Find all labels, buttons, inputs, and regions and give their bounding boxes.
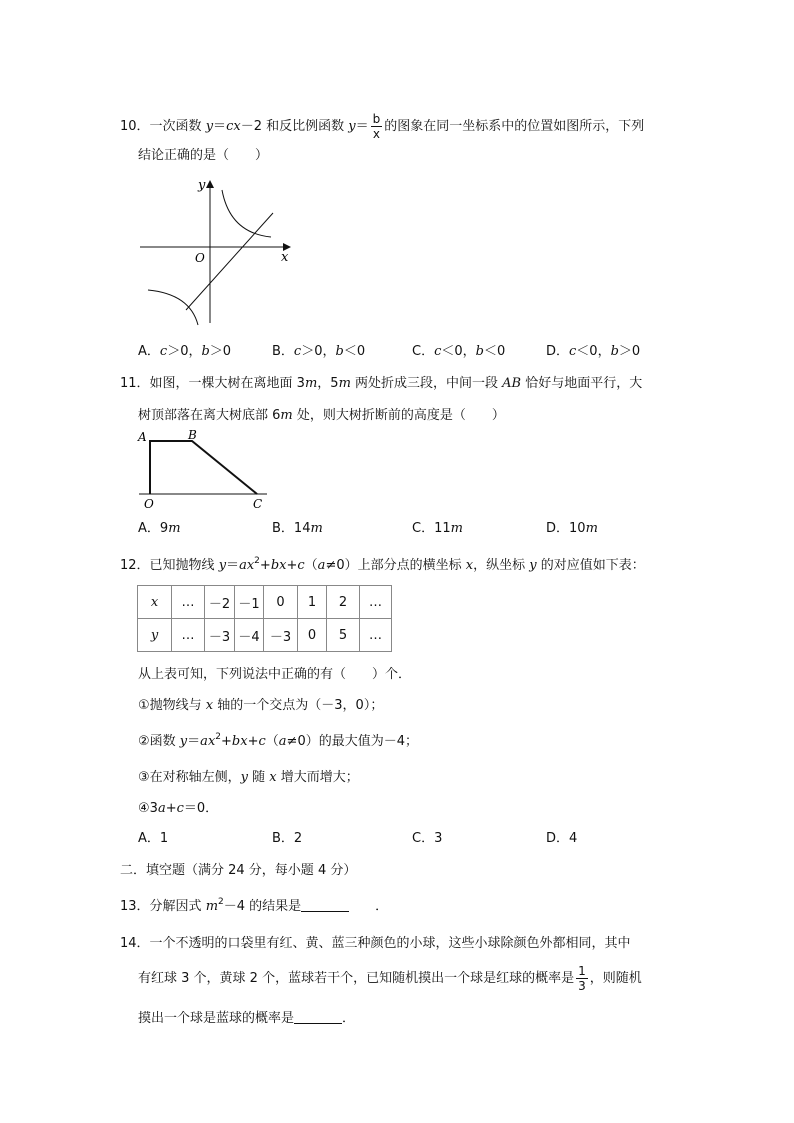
q11-text: 处，则大树折断前的高度是（ ） bbox=[292, 408, 505, 423]
q11-option-letter: A． bbox=[138, 521, 160, 536]
q12-option-c[interactable] bbox=[412, 830, 442, 848]
q13-period: ． bbox=[375, 899, 389, 914]
q10-line1 bbox=[120, 112, 644, 141]
q14-line1 bbox=[120, 935, 631, 953]
q10-origin-label: O bbox=[195, 251, 205, 265]
q11-segment-ab: AB bbox=[502, 376, 522, 391]
table-cell: －3 bbox=[264, 619, 298, 652]
q14-text: 一个不透明的口袋里有红、黄、蓝三种颜色的小球，这些小球除颜色外都相同，其中 bbox=[149, 936, 631, 951]
q13-text: 分解因式 bbox=[149, 899, 206, 914]
q14-line3 bbox=[138, 1010, 355, 1028]
q12-option-value: 3 bbox=[434, 831, 443, 846]
q11-option-letter: C． bbox=[412, 521, 435, 536]
q11-option-c[interactable] bbox=[412, 520, 463, 538]
q12-plus: + bbox=[221, 734, 232, 749]
q13-number: 13． bbox=[120, 899, 150, 914]
q12-text: ②函数 bbox=[138, 734, 180, 749]
q12-intro: 从上表可知，下列说法中正确的有（ ）个． bbox=[138, 667, 412, 682]
q11-option-d[interactable] bbox=[546, 520, 598, 538]
table-cell: 1 bbox=[298, 586, 327, 619]
q12-text: （ bbox=[304, 558, 318, 573]
table-cell: －2 bbox=[205, 586, 235, 619]
q12-text: ≠0）上部分点的横坐标 bbox=[325, 558, 466, 573]
q14-fraction bbox=[576, 964, 588, 993]
q11-unit: m bbox=[338, 376, 351, 391]
q11-option-a[interactable] bbox=[138, 520, 181, 538]
q10-option-var: b bbox=[610, 344, 619, 359]
q12-var: y bbox=[179, 734, 188, 749]
q11-option-unit: m bbox=[168, 521, 181, 536]
q12-var: bx bbox=[231, 734, 248, 749]
q10-option-letter: B． bbox=[272, 344, 294, 359]
q14-text: 有红球 3 个，黄球 2 个，蓝球若干个，已知随机摸出一个球是红球的概率是 bbox=[138, 971, 575, 986]
q10-number: 10． bbox=[120, 119, 150, 134]
q11-label-a: A bbox=[138, 430, 147, 444]
q11-line2 bbox=[138, 407, 505, 425]
q10-option-b[interactable] bbox=[272, 343, 365, 361]
table-cell: 2 bbox=[327, 586, 360, 619]
q11-option-unit: m bbox=[450, 521, 463, 536]
q11-option-value: 11 bbox=[434, 521, 451, 536]
q12-text: ≠0）的最大值为－4； bbox=[286, 734, 418, 749]
q12-statement-3 bbox=[138, 769, 359, 787]
q12-text: ，纵坐标 bbox=[473, 558, 530, 573]
q10-y-label: y bbox=[198, 178, 206, 193]
q12-statement-2 bbox=[138, 733, 418, 751]
q14-answer-blank[interactable] bbox=[294, 1011, 342, 1024]
q12-var: a bbox=[200, 734, 208, 749]
q10-x-label: x bbox=[281, 250, 289, 265]
q10-option-rel: ＞0 bbox=[209, 344, 232, 359]
q12-var: x bbox=[205, 698, 214, 713]
table-cell: … bbox=[360, 586, 392, 619]
q11-number: 11． bbox=[120, 376, 150, 391]
q10-frac-den: x bbox=[372, 127, 380, 141]
table-row bbox=[138, 586, 392, 619]
q10-option-letter: D． bbox=[546, 344, 570, 359]
q12-option-value: 4 bbox=[569, 831, 578, 846]
q12-var: a bbox=[239, 558, 247, 573]
q11-label-o: O bbox=[144, 497, 154, 511]
q12-var: y bbox=[240, 770, 249, 785]
q10-option-rel: ＜0， bbox=[576, 344, 611, 359]
q13-var: m bbox=[205, 899, 219, 914]
q10-option-var: b bbox=[335, 344, 344, 359]
q12-var: c bbox=[297, 558, 305, 573]
q11-option-value: 9 bbox=[159, 521, 169, 536]
q12-var: x bbox=[246, 558, 255, 573]
q12-var: a bbox=[317, 558, 326, 573]
table-cell: －4 bbox=[235, 619, 264, 652]
q10-text-1: 一次函数 bbox=[149, 119, 206, 134]
q14-line2 bbox=[138, 964, 642, 994]
q11-option-unit: m bbox=[585, 521, 598, 536]
q11-option-letter: B． bbox=[272, 521, 294, 536]
q11-option-unit: m bbox=[310, 521, 323, 536]
q12-var: a bbox=[157, 801, 166, 816]
q12-superscript: 2 bbox=[215, 732, 222, 742]
q12-option-b[interactable] bbox=[272, 830, 302, 848]
q12-text: 轴的一个交点为（－3，0）； bbox=[213, 698, 384, 713]
q12-text: ①抛物线与 bbox=[138, 698, 206, 713]
q11-label-b: B bbox=[188, 428, 197, 442]
table-row-label: x bbox=[138, 586, 172, 619]
q14-frac-den: 3 bbox=[578, 979, 586, 993]
q12-statement-4 bbox=[138, 800, 218, 818]
q11-option-letter: D． bbox=[546, 521, 570, 536]
table-cell: －1 bbox=[235, 586, 264, 619]
q10-option-d[interactable] bbox=[546, 343, 640, 361]
q10-text-2: －2 和反比例函数 bbox=[240, 119, 349, 134]
q10-option-rel: ＞0， bbox=[167, 344, 202, 359]
q12-option-letter: B． bbox=[272, 831, 294, 846]
q10-option-var: c bbox=[159, 344, 168, 359]
q13-text: －4 的结果是 bbox=[223, 899, 302, 914]
q13-line bbox=[120, 898, 388, 916]
q10-option-c[interactable] bbox=[412, 343, 505, 361]
q14-period: ． bbox=[342, 1011, 356, 1026]
q12-plus: + bbox=[165, 801, 177, 816]
table-row-label: y bbox=[138, 619, 172, 652]
q10-equals-2: ＝ bbox=[355, 119, 369, 134]
q10-option-rel: ＞0， bbox=[301, 344, 336, 359]
q12-option-value: 1 bbox=[159, 831, 169, 846]
q10-option-rel: ＜0， bbox=[441, 344, 476, 359]
q10-option-a[interactable] bbox=[138, 343, 231, 361]
q14-text: ，则随机 bbox=[589, 971, 642, 986]
q12-var: x bbox=[207, 734, 216, 749]
q10-line2: 结论正确的是（ ） bbox=[138, 148, 269, 163]
q10-option-var: c bbox=[293, 344, 302, 359]
q11-line1 bbox=[120, 375, 642, 393]
q12-value-table bbox=[137, 585, 392, 652]
q11-option-b[interactable] bbox=[272, 520, 323, 538]
q10-option-rel: ＜0 bbox=[483, 344, 506, 359]
q11-unit: m bbox=[304, 376, 318, 391]
q10-var-y2: y bbox=[348, 119, 356, 134]
table-cell: －3 bbox=[205, 619, 235, 652]
q12-option-d[interactable] bbox=[546, 830, 577, 848]
table-cell: … bbox=[172, 586, 205, 619]
q12-var: x bbox=[269, 770, 277, 785]
q10-option-var: b bbox=[475, 344, 484, 359]
q11-label-c: C bbox=[253, 497, 263, 511]
q11-tree-figure bbox=[135, 428, 275, 512]
q12-option-letter: C． bbox=[412, 831, 435, 846]
q12-text: （ bbox=[265, 734, 279, 749]
q11-text: 恰好与地面平行，大 bbox=[521, 376, 643, 391]
q12-var: bx bbox=[270, 558, 287, 573]
q12-text: 已知抛物线 bbox=[149, 558, 219, 573]
q10-option-var: b bbox=[201, 344, 210, 359]
q12-plus: + bbox=[247, 734, 259, 749]
q10-hyperbola-branch-2 bbox=[148, 290, 198, 325]
q10-option-rel: ＜0 bbox=[343, 344, 366, 359]
q12-option-letter: D． bbox=[546, 831, 570, 846]
q12-var: a bbox=[278, 734, 287, 749]
q12-text: 增大而增大； bbox=[276, 770, 359, 785]
q14-frac-num: 1 bbox=[578, 964, 586, 978]
q10-option-letter: A． bbox=[138, 344, 160, 359]
q12-statement-1 bbox=[138, 697, 383, 715]
q13-superscript: 2 bbox=[218, 897, 224, 907]
q12-var: y bbox=[529, 558, 537, 573]
q12-text: ＝0． bbox=[183, 801, 219, 816]
table-cell: … bbox=[172, 619, 205, 652]
q12-superscript: 2 bbox=[254, 556, 260, 566]
q11-text: 树顶部落在离大树底部 6 bbox=[138, 408, 281, 423]
q12-equals: ＝ bbox=[226, 558, 240, 573]
q12-option-letter: A． bbox=[138, 831, 160, 846]
q10-text-3: 的图象在同一坐标系中的位置如图所示，下列 bbox=[384, 119, 645, 134]
q12-text: ④3 bbox=[138, 801, 158, 816]
q12-number: 12． bbox=[120, 558, 150, 573]
q12-plus: + bbox=[259, 558, 271, 573]
q12-text: ③在对称轴左侧， bbox=[138, 770, 241, 785]
q12-line1 bbox=[120, 557, 645, 575]
q12-option-value: 2 bbox=[293, 831, 303, 846]
q12-var: x bbox=[465, 558, 474, 573]
section-heading-fill-in: 二．填空题（满分 24 分，每小题 4 分） bbox=[120, 863, 357, 878]
q11-text: ，5 bbox=[317, 376, 339, 391]
table-cell: 0 bbox=[264, 586, 298, 619]
q10-frac-num: b bbox=[372, 112, 381, 126]
table-cell: 5 bbox=[327, 619, 360, 652]
q10-var-ax: cx bbox=[226, 119, 241, 134]
q10-var-y: y bbox=[205, 119, 214, 134]
q11-text: 如图，一棵大树在离地面 3 bbox=[149, 376, 305, 391]
q11-text: 两处折成三段，中间一段 bbox=[350, 376, 503, 391]
q14-number: 14． bbox=[120, 936, 150, 951]
q10-option-rel: ＞0 bbox=[618, 344, 641, 359]
q12-text: 随 bbox=[248, 770, 270, 785]
q10-fraction bbox=[371, 112, 383, 141]
q10-option-var: c bbox=[434, 344, 442, 359]
q12-var: y bbox=[218, 558, 227, 573]
q10-equals: ＝ bbox=[213, 119, 227, 134]
q10-hyperbola-branch-1 bbox=[222, 190, 271, 237]
q10-option-var: c bbox=[569, 344, 577, 359]
q12-var: c bbox=[176, 801, 184, 816]
q11-option-value: 14 bbox=[293, 521, 311, 536]
q11-tree-trunk bbox=[150, 441, 257, 494]
q12-equals: ＝ bbox=[187, 734, 201, 749]
table-row bbox=[138, 619, 392, 652]
q11-unit: m bbox=[280, 408, 293, 423]
q10-graph bbox=[138, 175, 298, 330]
q12-text: 的对应值如下表： bbox=[536, 558, 645, 573]
q14-text: 摸出一个球是蓝球的概率是 bbox=[138, 1011, 295, 1026]
q10-option-letter: C． bbox=[412, 344, 435, 359]
table-cell: 0 bbox=[298, 619, 327, 652]
q12-plus: + bbox=[286, 558, 298, 573]
q11-option-value: 10 bbox=[569, 521, 586, 536]
q12-var: c bbox=[258, 734, 266, 749]
q12-option-a[interactable] bbox=[138, 830, 168, 848]
table-cell: … bbox=[360, 619, 392, 652]
q13-answer-blank[interactable] bbox=[301, 899, 349, 912]
